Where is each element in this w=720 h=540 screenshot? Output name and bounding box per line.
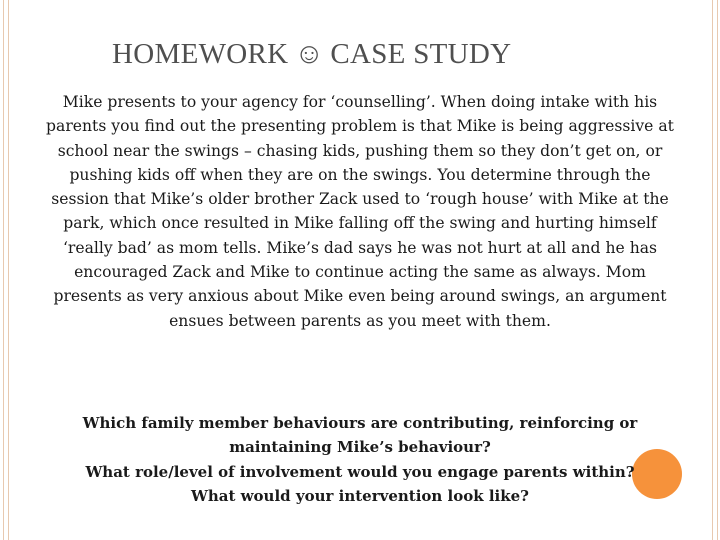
question-2: What role/level of involvement would you engage parents within? — [85, 462, 635, 481]
title-case-study: CASE STUDY — [330, 38, 512, 70]
case-study-paragraph: Mike presents to your agency for ‘counselling’. When doing intake with his parents you find out the presenting problem is that Mike is being aggressive at school near the swings – chasing kids, pushing them so they don’t get on, or pushing kids off when they are on the swings. You determine through the session that Mike’s older brother Zack used to ‘rough house’ with Mike at the park, which once resulted in Mike falling off the swing and hurting himself ‘really bad’ as mom tells. Mike’s dad says he was not hurt at all and he has encouraged Zack and Mike to continue acting the same as always. Mom presents as very anxious about Mike even being around swings, an argument ensues between parents as you meet with them. — [46, 93, 674, 330]
left-border-line — [3, 0, 4, 540]
right-border-line-inner — [712, 0, 713, 540]
question-1: Which family member behaviours are contributing, reinforcing or maintaining Mike’s behaviour? — [82, 414, 638, 457]
right-border-line — [717, 0, 718, 540]
slide-title — [112, 38, 511, 71]
left-border-line-inner — [8, 0, 9, 540]
title-homework: HOMEWORK — [112, 38, 289, 70]
smiley-icon: ☺ — [294, 38, 325, 70]
questions-block — [30, 411, 690, 508]
question-3: What would your intervention look like? — [191, 486, 529, 505]
